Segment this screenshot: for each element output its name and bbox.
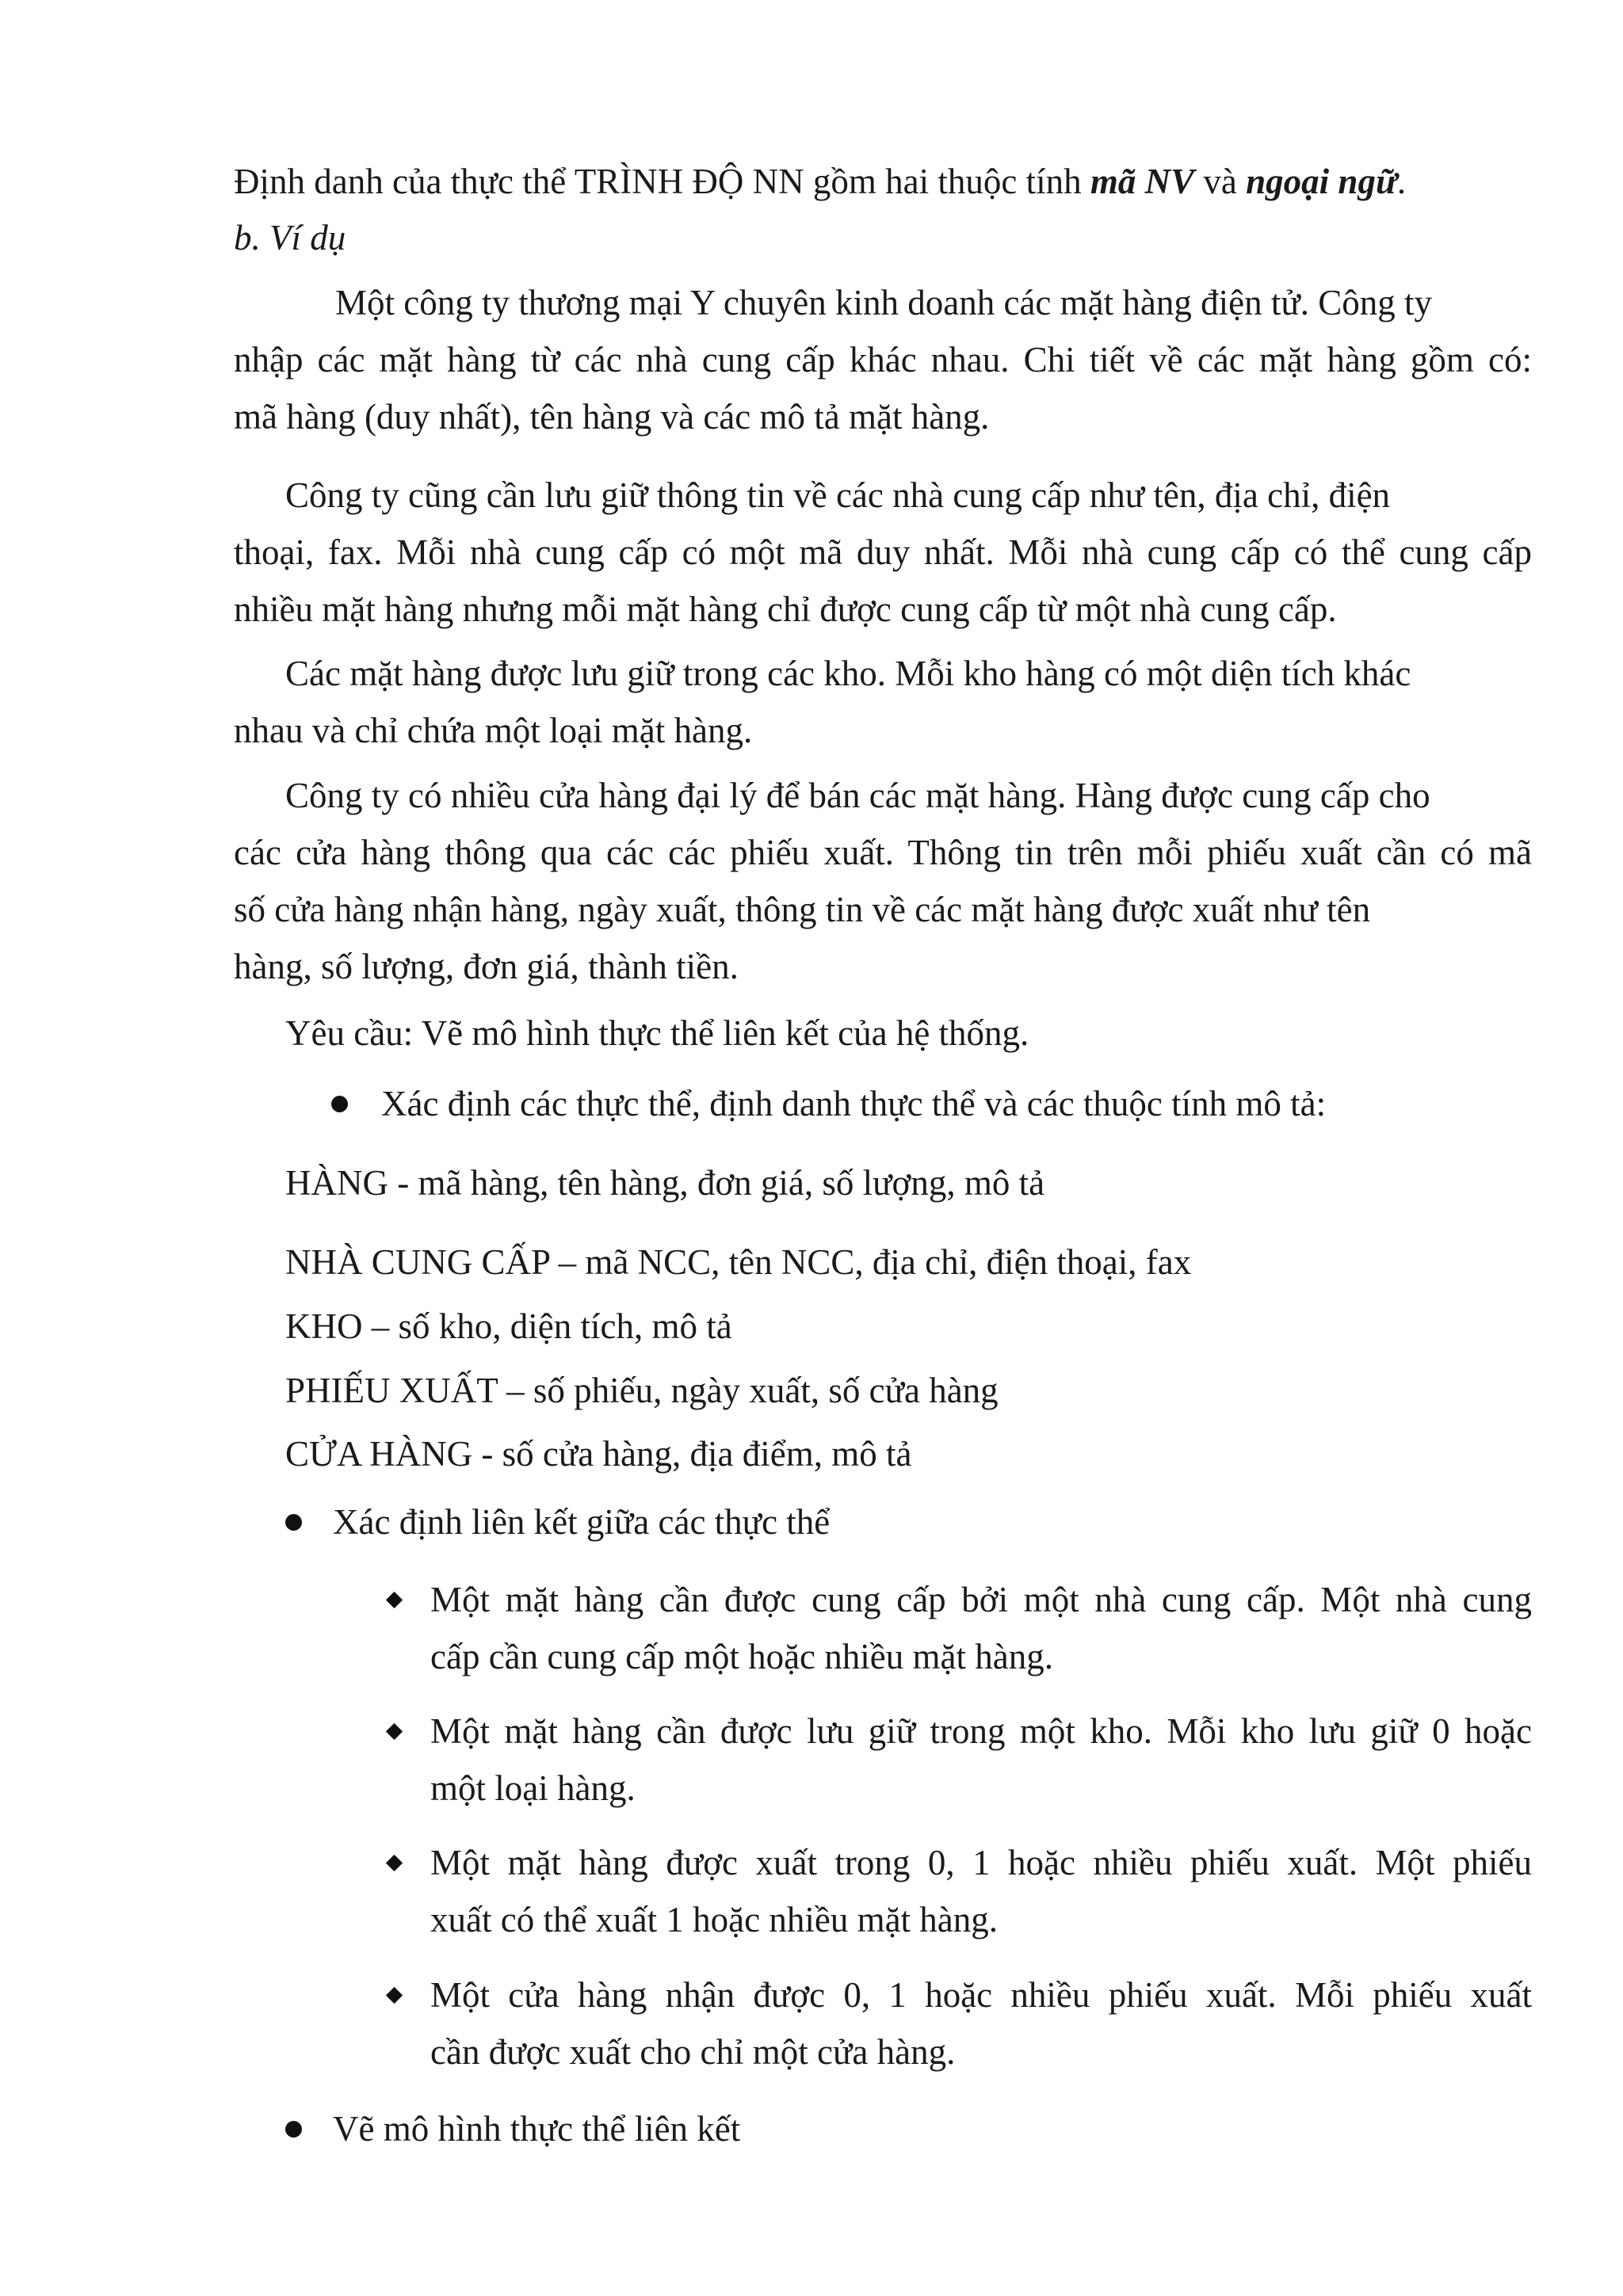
requirement-text: Yêu cầu: Vẽ mô hình thực thể liên kết của hệ thống. [285, 1013, 1029, 1053]
entity-phieu-xuat: PHIẾU XUẤT – số phiếu, ngày xuất, số cửa hàng [285, 1371, 999, 1410]
intro-text: Định danh của thực thể TRÌNH ĐỘ NN gồm hai thuộc tính [234, 162, 1090, 201]
bullet-identify-relationships: Xác định liên kết giữa các thực thể [333, 1502, 831, 1542]
circle-bullet-icon [285, 1514, 302, 1531]
paragraph-2-line-1: Công ty cũng cần lưu giữ thông tin về các nhà cung cấp như tên, địa chỉ, điện [285, 475, 1391, 515]
relationship-1-line-2: cấp cần cung cấp một hoặc nhiều mặt hàng. [430, 1637, 1053, 1676]
relationship-2-line-1: Một mặt hàng cần được lưu giữ trong một kho. Mỗi kho lưu giữ 0 hoặc [430, 1711, 1532, 1751]
diamond-bullet-icon [386, 1592, 403, 1608]
paragraph-2-line-2: thoại, fax. Mỗi nhà cung cấp có một mã duy nhất. Mỗi nhà cung cấp có thể cung cấp [234, 532, 1532, 572]
intro-end: . [1396, 162, 1407, 201]
intro-conjunction: và [1194, 162, 1247, 201]
diamond-bullet-icon [386, 1855, 403, 1871]
relationship-3-line-1: Một mặt hàng được xuất trong 0, 1 hoặc nhiều phiếu xuất. Một phiếu [430, 1843, 1532, 1882]
paragraph-4-line-4: hàng, số lượng, đơn giá, thành tiền. [234, 947, 739, 986]
paragraph-4-line-1: Công ty có nhiều cửa hàng đại lý để bán các mặt hàng. Hàng được cung cấp cho [285, 776, 1430, 815]
section-heading: b. Ví dụ [234, 218, 346, 257]
intro-sentence [234, 157, 1406, 206]
paragraph-3-line-2: nhau và chỉ chứa một loại mặt hàng. [234, 711, 753, 750]
relationship-1-line-1: Một mặt hàng cần được cung cấp bởi một nhà cung cấp. Một nhà cung [430, 1580, 1532, 1619]
entity-hang: HÀNG - mã hàng, tên hàng, đơn giá, số lượng, mô tả [285, 1163, 1045, 1203]
paragraph-2-line-3: nhiều mặt hàng nhưng mỗi mặt hàng chỉ được cung cấp từ một nhà cung cấp. [234, 589, 1337, 629]
entity-cua-hang: CỬA HÀNG - số cửa hàng, địa điểm, mô tả [285, 1434, 912, 1474]
attribute-ma-nv: mã NV [1090, 162, 1195, 201]
relationship-2-line-2: một loại hàng. [430, 1768, 636, 1808]
paragraph-4-line-3: số cửa hàng nhận hàng, ngày xuất, thông tin về các mặt hàng được xuất như tên [234, 890, 1371, 929]
relationship-4-line-2: cần được xuất cho chỉ một cửa hàng. [430, 2032, 956, 2072]
circle-bullet-icon [285, 2121, 302, 2138]
relationship-4-line-1: Một cửa hàng nhận được 0, 1 hoặc nhiều phiếu xuất. Mỗi phiếu xuất [430, 1975, 1532, 2015]
attribute-ngoai-ngu: ngoại ngữ [1246, 162, 1397, 201]
paragraph-4-line-2: các cửa hàng thông qua các các phiếu xuất. Thông tin trên mỗi phiếu xuất cần có mã [234, 833, 1532, 872]
entity-nha-cung-cap: NHÀ CUNG CẤP – mã NCC, tên NCC, địa chỉ, điện thoại, fax [285, 1242, 1192, 1282]
bullet-draw-erd: Vẽ mô hình thực thể liên kết [333, 2109, 741, 2149]
paragraph-3-line-1: Các mặt hàng được lưu giữ trong các kho. Mỗi kho hàng có một diện tích khác [285, 654, 1411, 693]
paragraph-1-line-3: mã hàng (duy nhất), tên hàng và các mô tả mặt hàng. [234, 397, 990, 437]
diamond-bullet-icon [386, 1723, 403, 1740]
bullet-identify-entities: Xác định các thực thể, định danh thực thể và các thuộc tính mô tả: [381, 1084, 1327, 1123]
paragraph-1-line-2: nhập các mặt hàng từ các nhà cung cấp khác nhau. Chi tiết về các mặt hàng gồm có: [234, 340, 1532, 379]
circle-bullet-icon [331, 1096, 348, 1112]
relationship-3-line-2: xuất có thể xuất 1 hoặc nhiều mặt hàng. [430, 1900, 999, 1939]
diamond-bullet-icon [386, 1987, 403, 2004]
entity-kho: KHO – số kho, diện tích, mô tả [285, 1306, 732, 1346]
paragraph-1-line-1: Một công ty thương mại Y chuyên kinh doanh các mặt hàng điện tử. Công ty [335, 283, 1432, 322]
